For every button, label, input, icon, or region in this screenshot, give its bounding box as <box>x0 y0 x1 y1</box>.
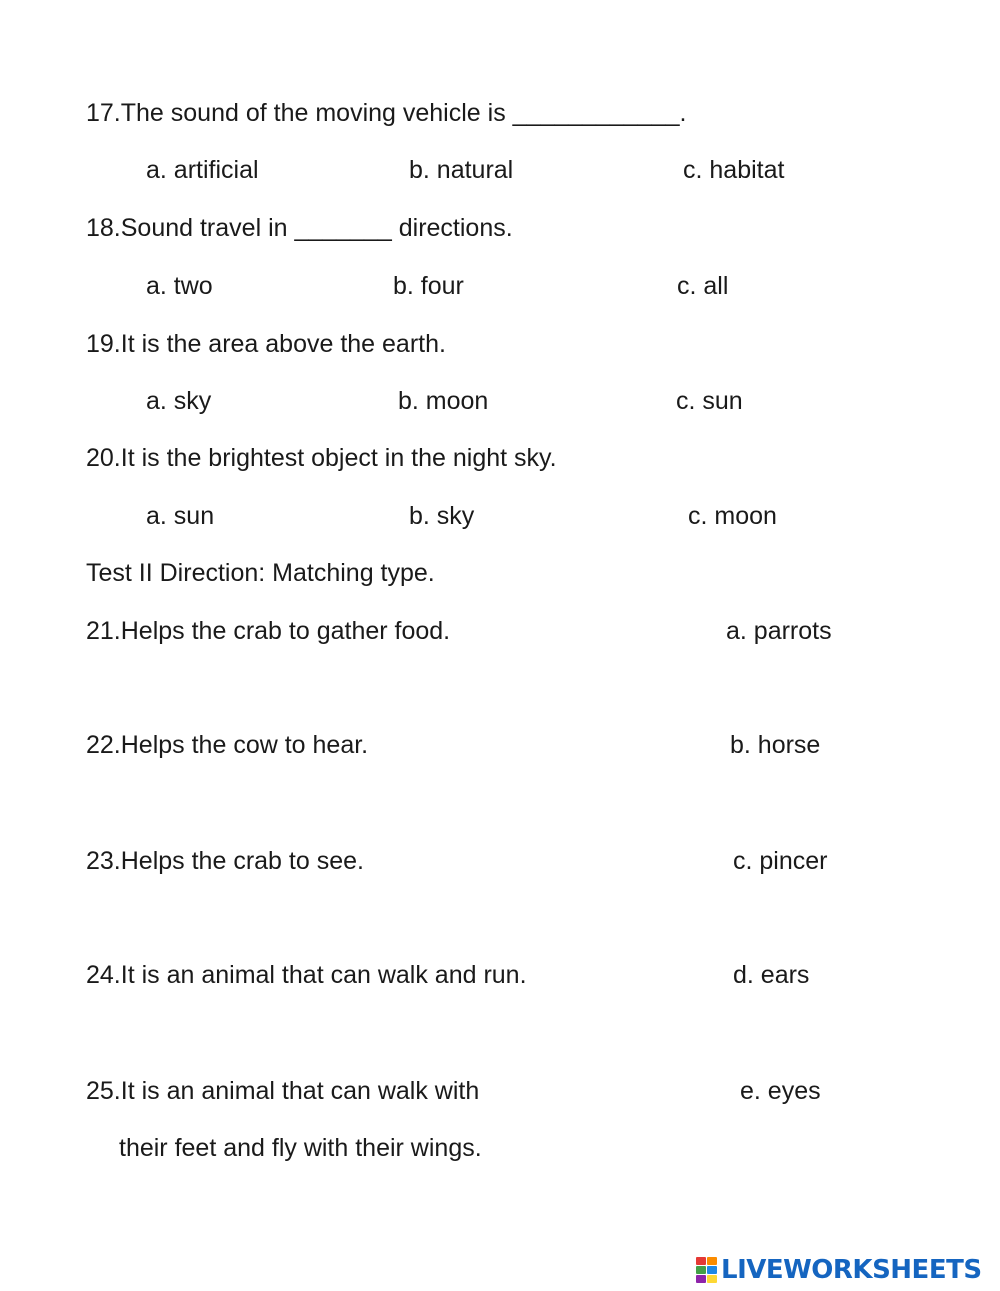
q18-option-c: c. all <box>677 272 729 300</box>
q17-option-c: c. habitat <box>683 156 785 184</box>
q19-option-c: c. sun <box>676 387 743 415</box>
match-choice-a: a. parrots <box>726 617 832 645</box>
liveworksheets-logo <box>696 1255 982 1285</box>
logo-blocks-icon <box>696 1257 718 1283</box>
logo-text: LIVEWORKSHEETS <box>721 1255 982 1285</box>
q17-option-a: a. artificial <box>146 156 259 184</box>
test2-direction: Test II Direction: Matching type. <box>86 559 435 587</box>
logo-block <box>707 1275 717 1283</box>
question-20: 20.It is the brightest object in the night sky. <box>86 444 557 472</box>
match-item-22: 22.Helps the cow to hear. <box>86 731 369 759</box>
q20-option-a: a. sun <box>146 502 215 530</box>
logo-block <box>696 1275 706 1283</box>
match-choice-e: e. eyes <box>740 1077 821 1105</box>
q18-option-b: b. four <box>393 272 464 300</box>
q18-option-a: a. two <box>146 272 213 300</box>
q19-option-b: b. moon <box>398 387 489 415</box>
match-item-24: 24.It is an animal that can walk and run. <box>86 961 527 989</box>
question-19: 19.It is the area above the earth. <box>86 330 446 358</box>
question-17: 17.The sound of the moving vehicle is ____________. <box>86 99 687 127</box>
logo-block <box>707 1266 717 1274</box>
match-choice-b: b. horse <box>730 731 821 759</box>
match-item-25-continuation: their feet and fly with their wings. <box>119 1134 482 1162</box>
question-18: 18.Sound travel in _______ directions. <box>86 214 513 242</box>
q17-option-b: b. natural <box>409 156 514 184</box>
match-item-23: 23.Helps the crab to see. <box>86 847 364 875</box>
match-item-21: 21.Helps the crab to gather food. <box>86 617 451 645</box>
match-choice-c: c. pincer <box>733 847 828 875</box>
q19-option-a: a. sky <box>146 387 212 415</box>
logo-block <box>696 1257 706 1265</box>
match-choice-d: d. ears <box>733 961 810 989</box>
logo-block <box>707 1257 717 1265</box>
q20-option-c: c. moon <box>688 502 777 530</box>
q20-option-b: b. sky <box>409 502 475 530</box>
match-item-25: 25.It is an animal that can walk with <box>86 1077 480 1105</box>
logo-block <box>696 1266 706 1274</box>
